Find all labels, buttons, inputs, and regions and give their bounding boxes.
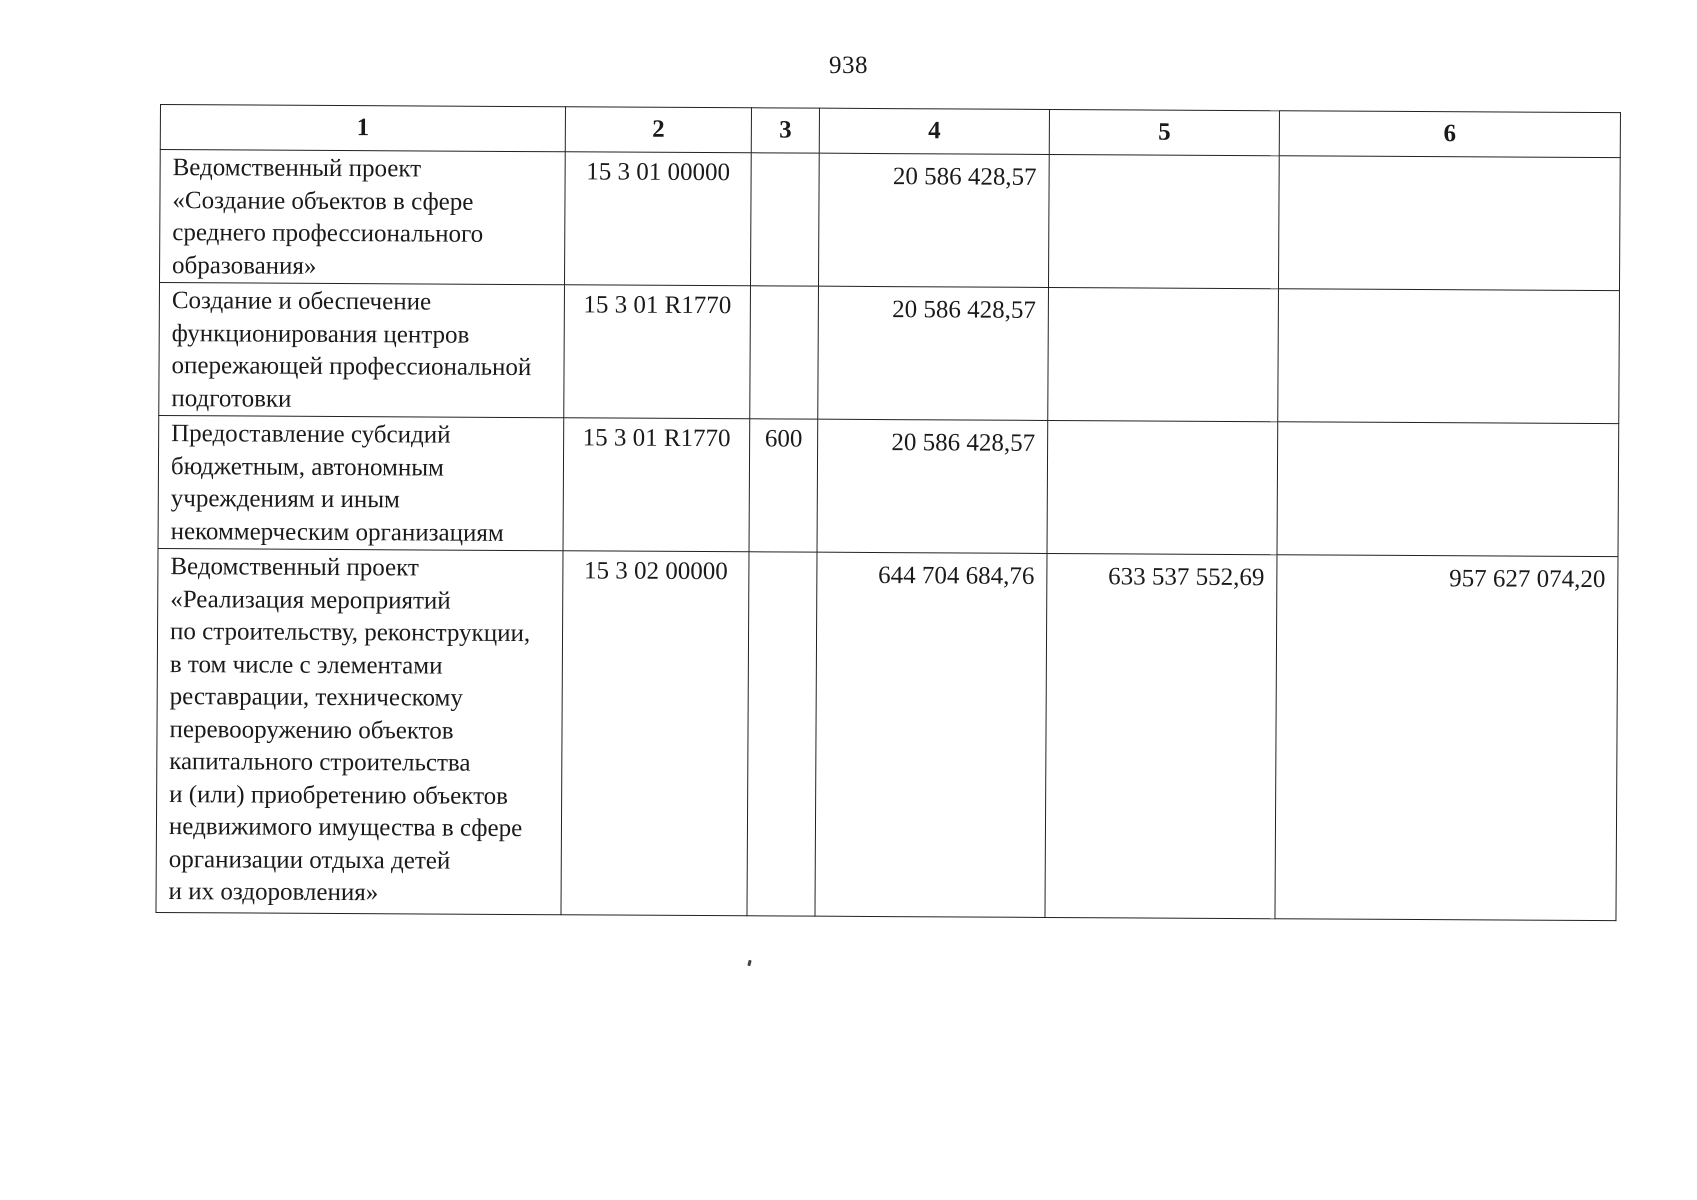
row-col6-cell: 957 627 074,20 (1275, 555, 1618, 921)
row-col6-cell (1277, 422, 1619, 557)
row-type-cell (747, 552, 817, 916)
row-name-cell (159, 283, 565, 418)
row-code-cell: 15 3 02 00000 (561, 551, 749, 916)
table-row (156, 548, 1618, 920)
row-col6-cell (1278, 156, 1620, 291)
row-name-line: «Создание объектов в сфере (172, 186, 474, 216)
row-name-cell (160, 150, 566, 285)
row-name-line: Ведомственный проект (172, 154, 422, 183)
header-col-1: 1 (160, 105, 565, 152)
row-type-cell (750, 286, 819, 419)
row-name-line: опережающей профессиональной (171, 352, 532, 382)
budget-table-container (155, 104, 1619, 921)
row-name-line: перевооружению объектов (169, 715, 454, 745)
row-name-line: некоммерческим организациям (170, 517, 504, 547)
row-name-line: «Реализация мероприятий (170, 585, 451, 615)
table-row (160, 150, 1621, 291)
row-col4-cell: 644 704 684,76 (815, 552, 1047, 917)
row-name-line: и (или) приобретению объектов (169, 780, 509, 810)
row-code-cell: 15 3 01 R1770 (563, 418, 750, 552)
scan-speck (747, 960, 751, 967)
row-name-line: Ведомственный проект (170, 553, 419, 582)
row-col4-cell: 20 586 428,57 (818, 153, 1049, 287)
row-name-line: среднего профессионального (172, 219, 484, 248)
row-name-line: образования» (172, 251, 317, 280)
row-name-line: недвижимого имущества в сфере (168, 813, 523, 843)
row-col6-cell (1278, 289, 1620, 424)
header-col-4: 4 (819, 108, 1049, 154)
row-name-cell (158, 415, 564, 550)
header-col-6: 6 (1279, 111, 1620, 158)
header-row (160, 105, 1620, 158)
row-name-line: подготовки (171, 384, 292, 413)
table-row (159, 283, 1620, 424)
row-name-line: Создание и обеспечение (171, 287, 432, 316)
table-header (160, 105, 1620, 158)
row-col4-cell: 20 586 428,57 (818, 286, 1049, 420)
row-name-line: капитального строительства (169, 748, 471, 777)
row-name-line: реставрации, техническому (169, 683, 464, 712)
row-col4-cell: 20 586 428,57 (817, 419, 1048, 553)
row-name-line: Предоставление субсидий (171, 420, 451, 449)
header-col-5: 5 (1049, 109, 1279, 155)
row-col5-cell (1048, 287, 1279, 421)
row-name-line: и их оздоровления» (168, 878, 379, 907)
row-type-cell: 600 (749, 419, 818, 552)
row-col5-cell (1047, 420, 1278, 554)
row-name-line: бюджетным, автономным (170, 452, 444, 482)
budget-table (155, 104, 1620, 921)
table-body (156, 150, 1620, 921)
header-col-2: 2 (565, 107, 751, 153)
row-name-line: учреждениям и иным (170, 485, 400, 514)
row-type-cell (750, 153, 819, 286)
page-number: 938 (829, 52, 868, 79)
row-name-line: функционирования центров (171, 319, 470, 349)
row-name-line: по строительству, реконструкции, (169, 618, 531, 648)
row-code-cell: 15 3 01 00000 (564, 152, 751, 286)
table-row (158, 415, 1619, 556)
header-col-3: 3 (751, 108, 819, 153)
row-name-line: в том числе с элементами (169, 650, 443, 680)
row-code-cell: 15 3 01 R1770 (564, 285, 751, 419)
row-col5-cell: 633 537 552,69 (1045, 553, 1277, 918)
row-name-cell (156, 548, 563, 914)
row-name-line: организации отдыха детей (168, 845, 451, 875)
row-col5-cell (1048, 154, 1279, 288)
